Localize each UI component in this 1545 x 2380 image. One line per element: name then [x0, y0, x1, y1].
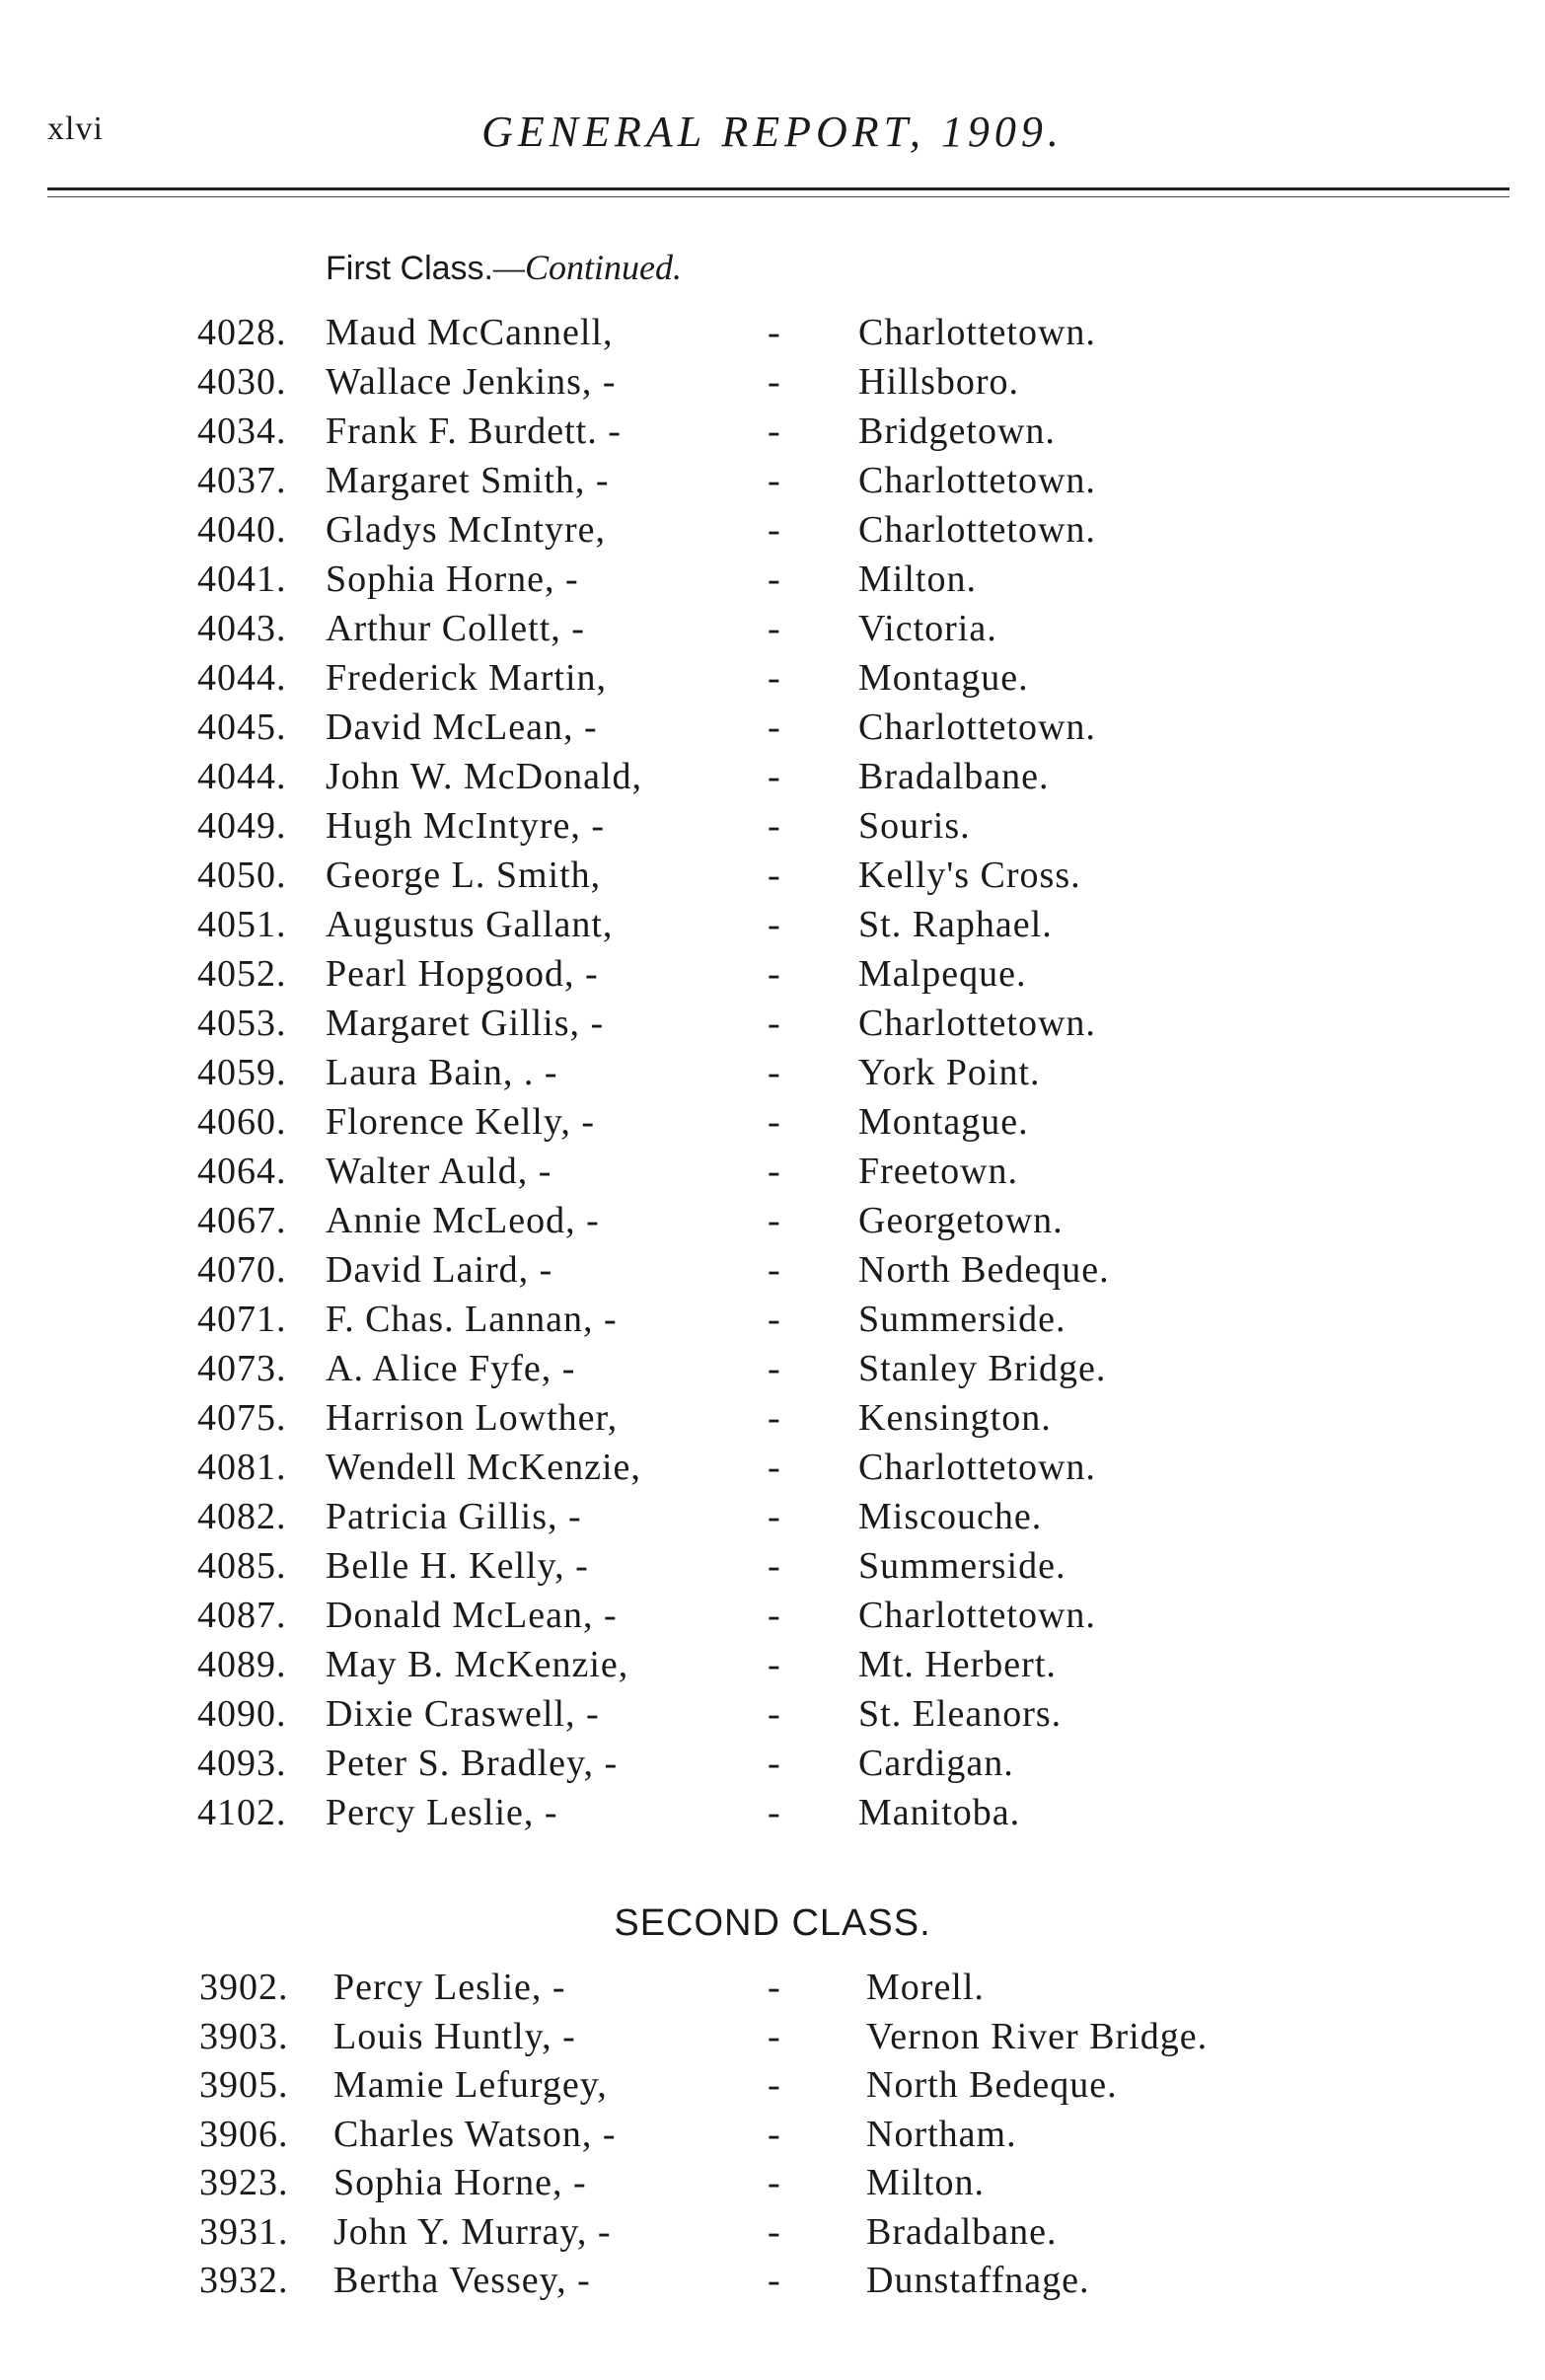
entry-place: York Point.: [858, 1052, 1041, 1093]
entry-name: Laura Bain, . -: [326, 1052, 558, 1093]
entry-separator: -: [768, 1693, 781, 1735]
list-row: [0, 949, 1545, 999]
entry-name: Patricia Gillis, -: [326, 1496, 582, 1537]
entry-separator: -: [768, 855, 781, 896]
list-row: [0, 407, 1545, 456]
entry-separator: -: [768, 756, 781, 797]
entry-name: Percy Leslie, -: [326, 1792, 558, 1833]
entry-place: North Bedeque.: [858, 1249, 1110, 1291]
header-rule-thin: [47, 196, 1509, 197]
entry-place: Summerside.: [858, 1545, 1067, 1587]
list-row: [0, 2208, 1545, 2258]
entry-place: Northam.: [866, 2113, 1017, 2155]
entry-name: Walter Auld, -: [326, 1151, 552, 1192]
entry-place: Mt. Herbert.: [858, 1644, 1057, 1685]
entry-number: 4090.: [197, 1693, 287, 1735]
entry-number: 4044.: [197, 756, 287, 797]
entry-number: 4043.: [197, 608, 287, 649]
entry-name: David McLean, -: [326, 707, 598, 748]
entry-number: 4049.: [197, 805, 287, 847]
entry-separator: -: [768, 707, 781, 748]
list-row: [0, 1788, 1545, 1837]
list-row: [0, 703, 1545, 752]
entry-place: Charlottetown.: [858, 707, 1096, 748]
page-number: xlvi: [47, 111, 104, 147]
entry-place: Montague.: [858, 1101, 1029, 1143]
entry-number: 4040.: [197, 509, 287, 551]
entry-name: May B. McKenzie,: [326, 1644, 629, 1685]
entry-separator: -: [768, 1743, 781, 1784]
entry-place: Kelly's Cross.: [858, 855, 1081, 896]
entry-place: Bridgetown.: [858, 410, 1056, 452]
entry-separator: -: [768, 410, 781, 452]
entry-separator: -: [768, 361, 781, 403]
entry-separator: -: [768, 1595, 781, 1636]
entry-place: Montague.: [858, 657, 1029, 699]
entry-number: 4052.: [197, 953, 287, 995]
entry-separator: -: [768, 904, 781, 945]
entry-number: 3931.: [199, 2210, 289, 2253]
entry-number: 4075.: [197, 1397, 287, 1439]
list-row: [0, 2013, 1545, 2062]
list-row: [0, 1097, 1545, 1147]
entry-place: Victoria.: [858, 608, 997, 649]
list-row: [0, 1541, 1545, 1591]
entry-name: Mamie Lefurgey,: [333, 2064, 608, 2106]
entry-place: Vernon River Bridge.: [866, 2015, 1209, 2057]
entry-separator: -: [768, 2210, 781, 2253]
entry-separator: -: [768, 558, 781, 600]
entry-number: 3902.: [199, 1967, 289, 2008]
entry-name: Margaret Gillis, -: [326, 1003, 605, 1044]
list-row: [0, 2257, 1545, 2306]
entry-name: Percy Leslie, -: [333, 1967, 566, 2008]
list-row: [0, 851, 1545, 900]
entry-number: 4060.: [197, 1101, 287, 1143]
entry-name: Sophia Horne, -: [326, 558, 579, 600]
entry-separator: -: [768, 1200, 781, 1241]
entry-number: 4034.: [197, 410, 287, 452]
list-row: [0, 752, 1545, 801]
entry-name: Augustus Gallant,: [326, 904, 614, 945]
list-row: [0, 1393, 1545, 1443]
entry-place: North Bedeque.: [866, 2064, 1118, 2106]
continued-label: —Continued.: [493, 248, 683, 287]
entry-number: 4044.: [197, 657, 287, 699]
entry-separator: -: [768, 2015, 781, 2057]
list-row: [0, 505, 1545, 555]
entry-place: Kensington.: [858, 1397, 1052, 1439]
entry-name: Wendell McKenzie,: [326, 1447, 641, 1488]
entry-number: 4081.: [197, 1447, 287, 1488]
entry-number: 4059.: [197, 1052, 287, 1093]
entry-name: George L. Smith,: [326, 855, 602, 896]
entry-name: Bertha Vessey, -: [333, 2260, 591, 2301]
entry-separator: -: [768, 1545, 781, 1587]
entry-place: Freetown.: [858, 1151, 1019, 1192]
entry-separator: -: [768, 805, 781, 847]
list-row: [0, 1147, 1545, 1196]
entry-number: 4053.: [197, 1003, 287, 1044]
list-row: [0, 1640, 1545, 1689]
entry-separator: -: [768, 608, 781, 649]
entry-number: 4041.: [197, 558, 287, 600]
entry-name: Louis Huntly, -: [333, 2015, 576, 2057]
list-row: [0, 1295, 1545, 1344]
entry-separator: -: [768, 2064, 781, 2106]
entry-number: 4102.: [197, 1792, 287, 1833]
first-class-heading: [326, 247, 682, 288]
entry-place: St. Raphael.: [858, 904, 1053, 945]
entry-name: Pearl Hopgood, -: [326, 953, 599, 995]
list-row: [0, 1443, 1545, 1492]
entry-place: Summerside.: [858, 1299, 1067, 1340]
entry-number: 4087.: [197, 1595, 287, 1636]
entry-place: Souris.: [858, 805, 971, 847]
entry-place: Dunstaffnage.: [866, 2260, 1090, 2301]
entry-separator: -: [768, 1249, 781, 1291]
entry-separator: -: [768, 1101, 781, 1143]
entry-number: 3932.: [199, 2260, 289, 2301]
entry-name: Hugh McIntyre, -: [326, 805, 605, 847]
list-row: [0, 801, 1545, 851]
entry-name: Dixie Craswell, -: [326, 1693, 600, 1735]
entry-name: John W. McDonald,: [326, 756, 642, 797]
entry-number: 4064.: [197, 1151, 287, 1192]
first-class-heading-label: First Class.: [326, 250, 493, 287]
entry-place: Milton.: [858, 558, 977, 600]
entry-name: Wallace Jenkins, -: [326, 361, 617, 403]
entry-place: Milton.: [866, 2162, 985, 2203]
list-row: [0, 999, 1545, 1048]
entry-place: Charlottetown.: [858, 1595, 1096, 1636]
list-row: [0, 456, 1545, 505]
entry-name: Margaret Smith, -: [326, 460, 610, 501]
entry-number: 4089.: [197, 1644, 287, 1685]
entry-place: Charlottetown.: [858, 460, 1096, 501]
entry-number: 4030.: [197, 361, 287, 403]
entry-separator: -: [768, 2260, 781, 2301]
entry-number: 4085.: [197, 1545, 287, 1587]
first-class-list: [0, 308, 1545, 1837]
entry-number: 4028.: [197, 312, 287, 353]
entry-name: Sophia Horne, -: [333, 2162, 587, 2203]
second-class-list: [0, 1964, 1545, 2306]
list-row: [0, 900, 1545, 949]
entry-separator: -: [768, 953, 781, 995]
entry-number: 3906.: [199, 2113, 289, 2155]
entry-separator: -: [768, 1792, 781, 1833]
entry-number: 4050.: [197, 855, 287, 896]
entry-place: Miscouche.: [858, 1496, 1043, 1537]
entry-number: 3923.: [199, 2162, 289, 2203]
list-row: [0, 1344, 1545, 1393]
list-row: [0, 357, 1545, 407]
list-row: [0, 1048, 1545, 1097]
entry-separator: -: [768, 312, 781, 353]
entry-name: John Y. Murray, -: [333, 2210, 612, 2253]
entry-place: Charlottetown.: [858, 312, 1096, 353]
list-row: [0, 1492, 1545, 1541]
entry-separator: -: [768, 1496, 781, 1537]
entry-separator: -: [768, 1299, 781, 1340]
list-row: [0, 1689, 1545, 1739]
entry-separator: -: [768, 460, 781, 501]
entry-number: 4037.: [197, 460, 287, 501]
entry-place: Morell.: [866, 1967, 985, 2008]
entry-place: Charlottetown.: [858, 1003, 1096, 1044]
entry-number: 4067.: [197, 1200, 287, 1241]
entry-number: 4071.: [197, 1299, 287, 1340]
entry-name: A. Alice Fyfe, -: [326, 1348, 576, 1389]
entry-number: 4070.: [197, 1249, 287, 1291]
entry-place: Bradalbane.: [858, 756, 1050, 797]
list-row: [0, 1196, 1545, 1245]
list-row: [0, 604, 1545, 653]
entry-name: F. Chas. Lannan, -: [326, 1299, 618, 1340]
entry-name: David Laird, -: [326, 1249, 553, 1291]
entry-number: 4082.: [197, 1496, 287, 1537]
entry-place: Charlottetown.: [858, 509, 1096, 551]
second-class-heading: SECOND CLASS.: [614, 1902, 931, 1944]
list-row: [0, 2159, 1545, 2208]
entry-number: 4073.: [197, 1348, 287, 1389]
entry-place: Cardigan.: [858, 1743, 1014, 1784]
entry-name: Donald McLean, -: [326, 1595, 618, 1636]
entry-separator: -: [768, 1003, 781, 1044]
entry-separator: -: [768, 509, 781, 551]
running-title: GENERAL REPORT, 1909.: [481, 108, 1064, 156]
entry-number: 4045.: [197, 707, 287, 748]
entry-separator: -: [768, 657, 781, 699]
list-row: [0, 2061, 1545, 2111]
entry-name: Maud McCannell,: [326, 312, 614, 353]
entry-place: Georgetown.: [858, 1200, 1064, 1241]
entry-name: Peter S. Bradley, -: [326, 1743, 619, 1784]
list-row: [0, 2111, 1545, 2160]
entry-name: Annie McLeod, -: [326, 1200, 600, 1241]
entry-separator: -: [768, 1151, 781, 1192]
entry-number: 4093.: [197, 1743, 287, 1784]
entry-name: Arthur Collett, -: [326, 608, 585, 649]
entry-number: 3905.: [199, 2064, 289, 2106]
entry-place: Bradalbane.: [866, 2210, 1058, 2253]
list-row: [0, 1964, 1545, 2013]
entry-place: Stanley Bridge.: [858, 1348, 1107, 1389]
entry-separator: -: [768, 1644, 781, 1685]
list-row: [0, 555, 1545, 604]
entry-number: 4051.: [197, 904, 287, 945]
list-row: [0, 1591, 1545, 1640]
entry-name: Belle H. Kelly, -: [326, 1545, 589, 1587]
entry-name: Gladys McIntyre,: [326, 509, 607, 551]
entry-name: Frank F. Burdett. -: [326, 410, 622, 452]
list-row: [0, 308, 1545, 357]
entry-place: Hillsboro.: [858, 361, 1020, 403]
list-row: [0, 1245, 1545, 1295]
entry-name: Frederick Martin,: [326, 657, 608, 699]
entry-place: Malpeque.: [858, 953, 1027, 995]
entry-place: St. Eleanors.: [858, 1693, 1063, 1735]
entry-place: Charlottetown.: [858, 1447, 1096, 1488]
entry-name: Florence Kelly, -: [326, 1101, 596, 1143]
entry-separator: -: [768, 1397, 781, 1439]
entry-name: Harrison Lowther,: [326, 1397, 619, 1439]
list-row: [0, 653, 1545, 703]
entry-separator: -: [768, 1348, 781, 1389]
entry-place: Manitoba.: [858, 1792, 1021, 1833]
entry-name: Charles Watson, -: [333, 2113, 617, 2155]
entry-separator: -: [768, 2162, 781, 2203]
header-rule: [47, 187, 1509, 190]
entry-separator: -: [768, 1967, 781, 2008]
entry-separator: -: [768, 1052, 781, 1093]
entry-separator: -: [768, 2113, 781, 2155]
entry-separator: -: [768, 1447, 781, 1488]
entry-number: 3903.: [199, 2015, 289, 2057]
list-row: [0, 1739, 1545, 1788]
